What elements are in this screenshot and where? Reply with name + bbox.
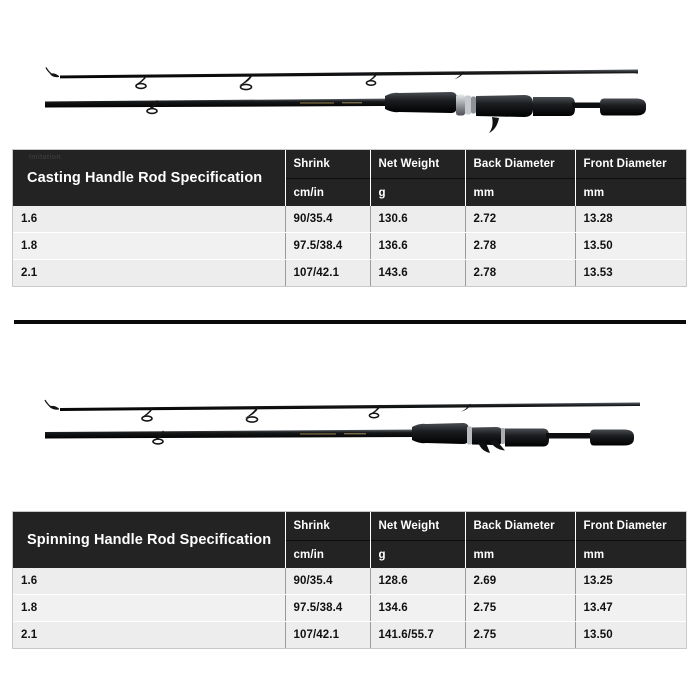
spinning-table-title-cell xyxy=(13,512,285,568)
column-header-shrink: Shrink xyxy=(285,150,370,179)
cell-net-weight: 128.6 xyxy=(370,568,465,595)
casting-rod-illustration xyxy=(0,40,700,140)
cell-front-diameter: 13.50 xyxy=(575,233,686,260)
cell-shrink: 90/35.4 xyxy=(285,568,370,595)
cell-length: 1.8 xyxy=(13,233,285,260)
cell-length: 1.6 xyxy=(13,568,285,595)
cell-length: 2.1 xyxy=(13,622,285,649)
cell-back-diameter: 2.78 xyxy=(465,233,575,260)
cell-shrink: 107/42.1 xyxy=(285,260,370,287)
cell-back-diameter: 2.69 xyxy=(465,568,575,595)
cell-back-diameter: 2.75 xyxy=(465,595,575,622)
column-unit-shrink: cm/in xyxy=(285,541,370,569)
cell-shrink: 97.5/38.4 xyxy=(285,233,370,260)
column-header-net-weight: Net Weight xyxy=(370,512,465,541)
table-row xyxy=(13,206,686,233)
column-header-back-diameter: Back Diameter xyxy=(465,512,575,541)
table-row xyxy=(13,233,686,260)
casting-butt-section xyxy=(45,92,646,133)
column-header-front-diameter: Front Diameter xyxy=(575,512,686,541)
column-header-front-diameter: Front Diameter xyxy=(575,150,686,179)
column-unit-shrink: cm/in xyxy=(285,179,370,207)
table-row xyxy=(13,595,686,622)
spinning-rod-photo xyxy=(0,380,700,475)
casting-table-header xyxy=(13,150,686,206)
cell-net-weight: 143.6 xyxy=(370,260,465,287)
casting-table-body xyxy=(13,206,686,286)
cell-back-diameter: 2.75 xyxy=(465,622,575,649)
spinning-table-body xyxy=(13,568,686,648)
spinning-butt-section xyxy=(45,423,634,453)
casting-rod-photo xyxy=(0,40,700,140)
spinning-tip-section xyxy=(45,400,640,422)
column-unit-net-weight: g xyxy=(370,179,465,207)
column-header-shrink: Shrink xyxy=(285,512,370,541)
spinning-table-header xyxy=(13,512,686,568)
cell-length: 2.1 xyxy=(13,260,285,287)
column-unit-front-diameter: mm xyxy=(575,179,686,207)
column-header-net-weight: Net Weight xyxy=(370,150,465,179)
watermark-text: Imitation xyxy=(29,154,61,161)
spinning-spec-table xyxy=(13,512,686,648)
cell-shrink: 97.5/38.4 xyxy=(285,595,370,622)
cell-front-diameter: 13.47 xyxy=(575,595,686,622)
cell-front-diameter: 13.53 xyxy=(575,260,686,287)
casting-table-title-cell xyxy=(13,150,285,206)
cell-net-weight: 130.6 xyxy=(370,206,465,233)
cell-shrink: 90/35.4 xyxy=(285,206,370,233)
cell-net-weight: 141.6/55.7 xyxy=(370,622,465,649)
column-unit-back-diameter: mm xyxy=(465,541,575,569)
column-unit-front-diameter: mm xyxy=(575,541,686,569)
cell-back-diameter: 2.72 xyxy=(465,206,575,233)
column-unit-net-weight: g xyxy=(370,541,465,569)
cell-length: 1.8 xyxy=(13,595,285,622)
cell-front-diameter: 13.25 xyxy=(575,568,686,595)
cell-back-diameter: 2.78 xyxy=(465,260,575,287)
cell-front-diameter: 13.28 xyxy=(575,206,686,233)
cell-front-diameter: 13.50 xyxy=(575,622,686,649)
cell-shrink: 107/42.1 xyxy=(285,622,370,649)
casting-table-title: Casting Handle Rod Specification xyxy=(27,170,263,186)
spinning-rod-illustration xyxy=(0,380,700,475)
table-row xyxy=(13,260,686,287)
cell-net-weight: 134.6 xyxy=(370,595,465,622)
casting-tip-section xyxy=(46,68,638,90)
table-row xyxy=(13,568,686,595)
casting-spec-table xyxy=(13,150,686,286)
section-divider xyxy=(14,320,686,324)
table-row xyxy=(13,622,686,649)
cell-length: 1.6 xyxy=(13,206,285,233)
column-unit-back-diameter: mm xyxy=(465,179,575,207)
cell-net-weight: 136.6 xyxy=(370,233,465,260)
spinning-table-title: Spinning Handle Rod Specification xyxy=(27,532,272,548)
column-header-back-diameter: Back Diameter xyxy=(465,150,575,179)
